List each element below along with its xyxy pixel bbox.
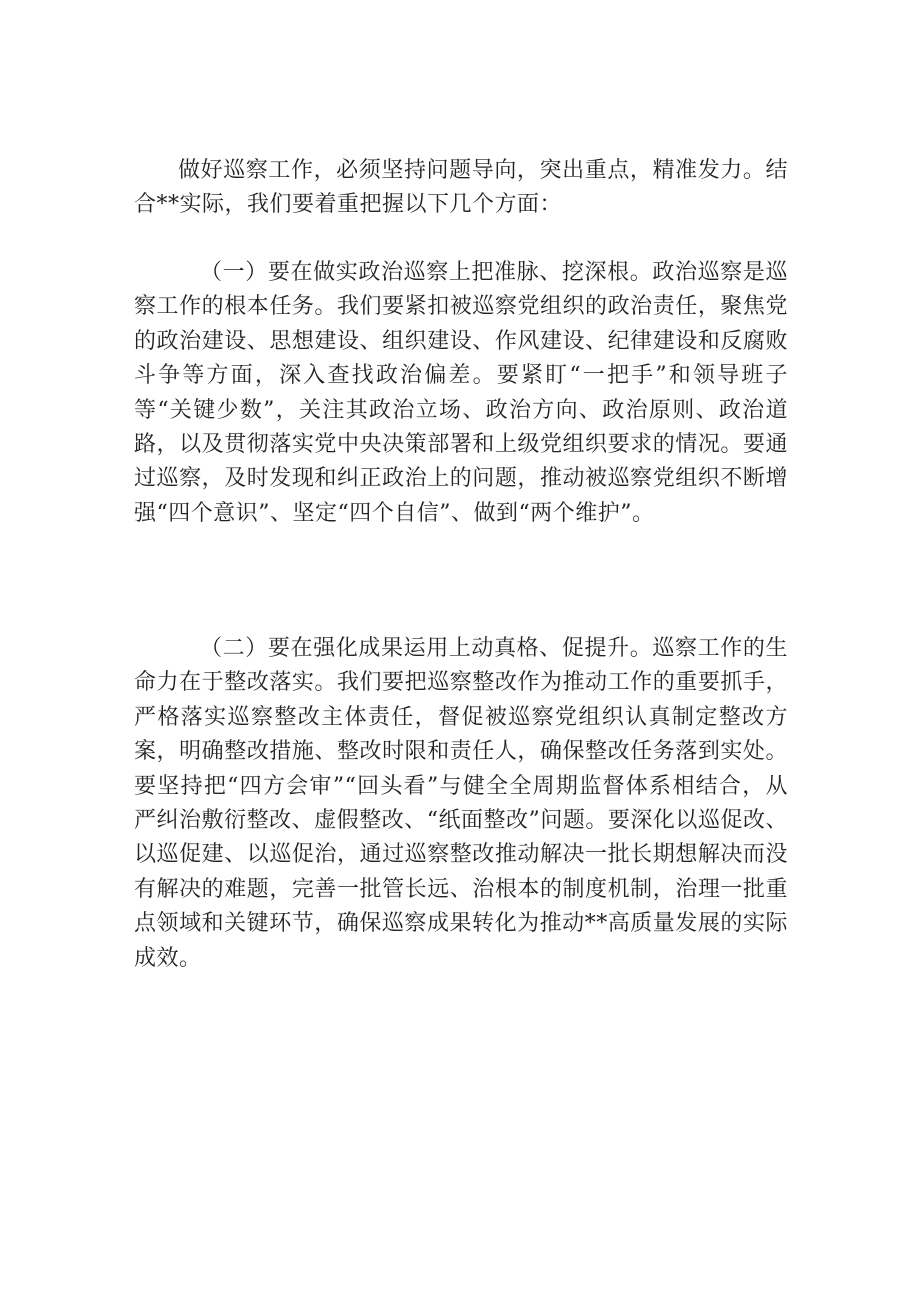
section-two-paragraph: （二）要在强化成果运用上动真格、促提升。巡察工作的生命力在于整改落实。我们要把巡察整改作为推动工作的重要抓手，严格落实巡察整改主体责任，督促被巡察党组织认真制定整改方案，明确整改措施、整改时限和责任人，确保整改任务落到实处。要坚持把“四方会审”“回头看”与健全全周期监督体系相结合，从严纠治敷衍整改、虚假整改、“纸面整改”问题。要深化以巡促改、以巡促建、以巡促治，通过巡察整改推动解决一批长期想解决而没有解决的难题，完善一批管长远、治根本的制度机制，治理一批重点领域和关键环节，确保巡察成果转化为推动**高质量发展的实际成效。 [134, 636, 788, 971]
intro-paragraph: 做好巡察工作，必须坚持问题导向，突出重点，精准发力。结合**实际，我们要着重把握以下几个方面： [134, 158, 788, 218]
section-one-paragraph: （一）要在做实政治巡察上把准脉、挖深根。政治巡察是巡察工作的根本任务。我们要紧扣被巡察党组织的政治责任，聚焦党的政治建设、思想建设、组织建设、作风建设、纪律建设和反腐败斗争等方面，深入查找政治偏差。要紧盯“一把手”和领导班子等“关键少数”，关注其政治立场、政治方向、政治原则、政治道路，以及贯彻落实党中央决策部署和上级党组织要求的情况。要通过巡察，及时发现和纠正政治上的问题，推动被巡察党组织不断增强“四个意识”、坚定“四个自信”、做到“两个维护”。 [134, 260, 788, 526]
